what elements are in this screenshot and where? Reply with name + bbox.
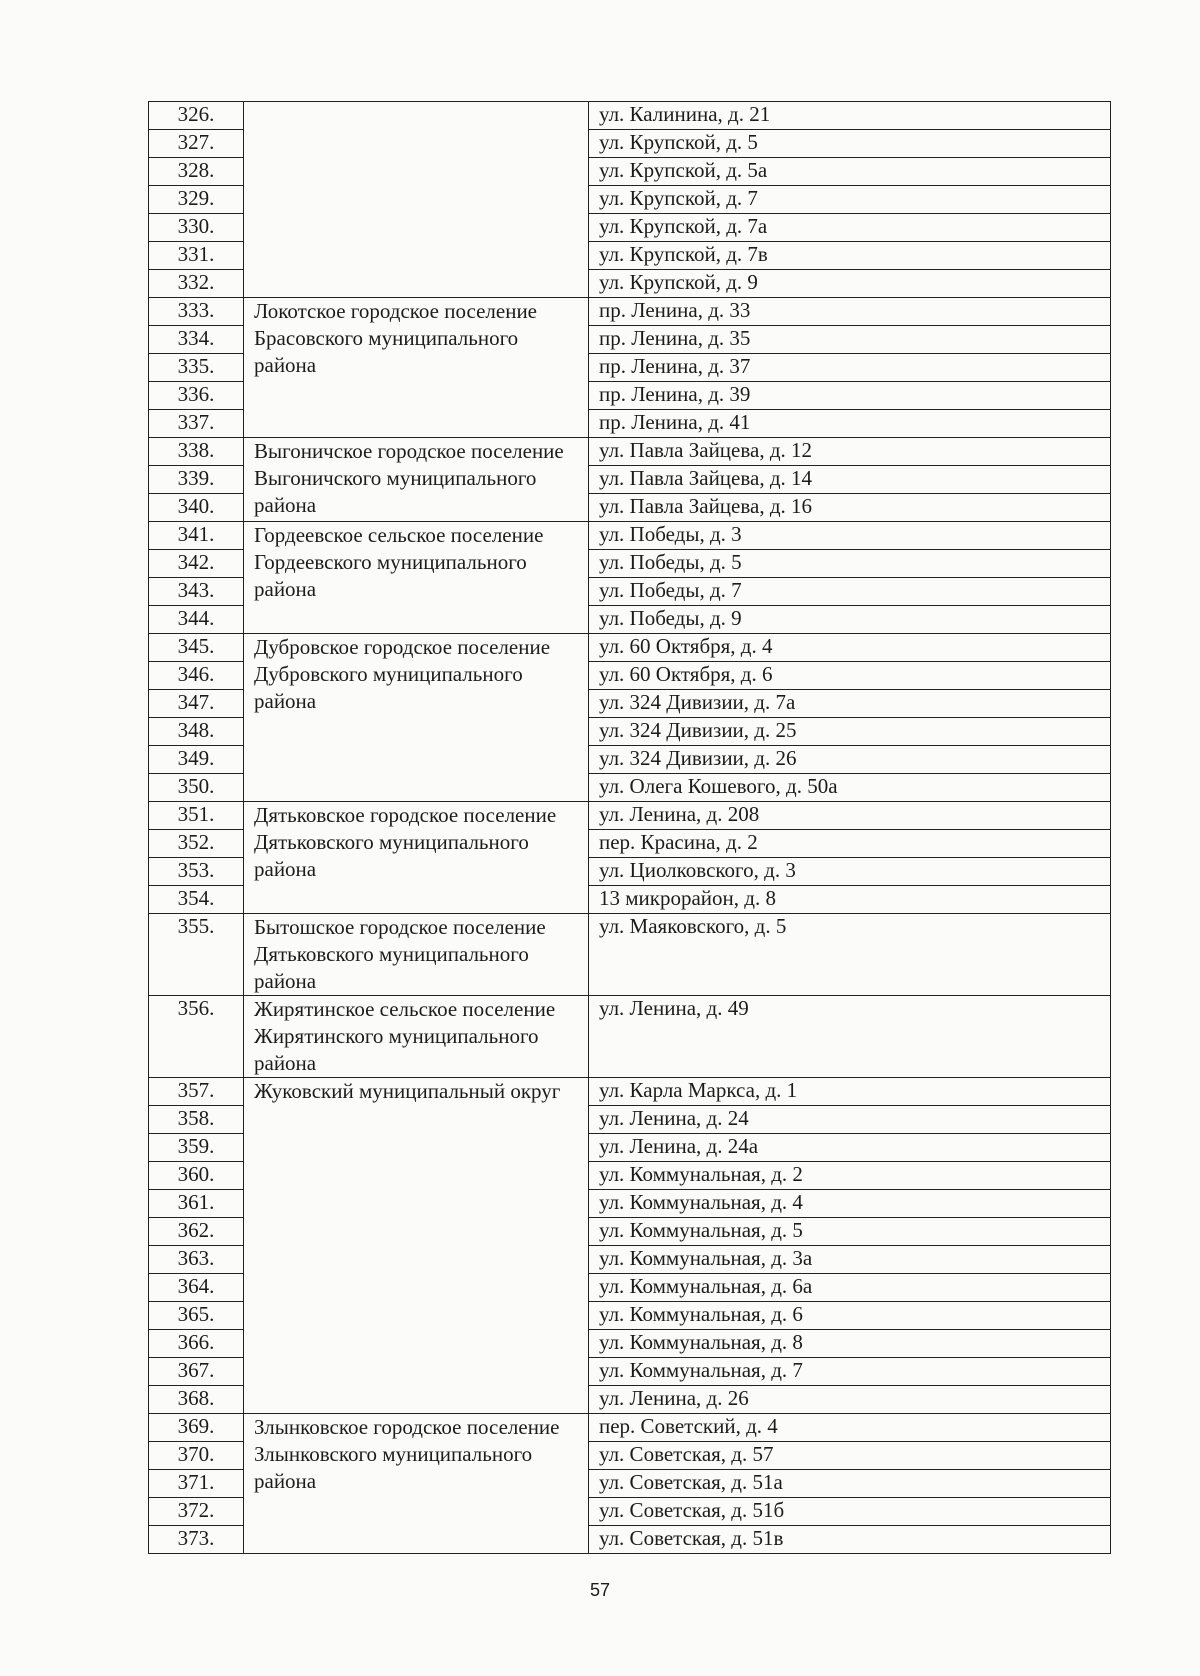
table-row — [149, 1078, 1111, 1106]
address-cell: ул. Победы, д. 7 — [589, 578, 1111, 606]
row-number: 356. — [149, 996, 244, 1078]
address-cell: ул. 324 Дивизии, д. 25 — [589, 718, 1111, 746]
address-cell: пр. Ленина, д. 35 — [589, 326, 1111, 354]
row-number: 352. — [149, 830, 244, 858]
municipality-cell — [244, 102, 589, 298]
address-cell: ул. Крупской, д. 7 — [589, 186, 1111, 214]
address-table — [148, 101, 1111, 1554]
address-cell: ул. Павла Зайцева, д. 14 — [589, 466, 1111, 494]
row-number: 351. — [149, 802, 244, 830]
address-cell: ул. Ленина, д. 208 — [589, 802, 1111, 830]
municipality-cell: Локотское городское поселение Брасовского муниципального района — [244, 298, 589, 438]
row-number: 326. — [149, 102, 244, 130]
row-number: 363. — [149, 1246, 244, 1274]
address-cell: ул. Олега Кошевого, д. 50а — [589, 774, 1111, 802]
page-number: 57 — [589, 1580, 611, 1600]
table-row — [149, 634, 1111, 662]
address-cell: пер. Советский, д. 4 — [589, 1414, 1111, 1442]
address-cell: пр. Ленина, д. 37 — [589, 354, 1111, 382]
row-number: 341. — [149, 522, 244, 550]
address-cell: 13 микрорайон, д. 8 — [589, 886, 1111, 914]
address-cell: ул. Павла Зайцева, д. 12 — [589, 438, 1111, 466]
address-cell: ул. Советская, д. 51а — [589, 1470, 1111, 1498]
table-row — [149, 1414, 1111, 1442]
address-cell: ул. 60 Октября, д. 6 — [589, 662, 1111, 690]
row-number: 358. — [149, 1106, 244, 1134]
row-number: 334. — [149, 326, 244, 354]
row-number: 360. — [149, 1162, 244, 1190]
municipality-cell: Дубровское городское поселение Дубровского муниципального района — [244, 634, 589, 802]
row-number: 357. — [149, 1078, 244, 1106]
row-number: 348. — [149, 718, 244, 746]
address-cell: ул. Советская, д. 51б — [589, 1498, 1111, 1526]
municipality-cell: Злынковское городское поселение Злынковского муниципального района — [244, 1414, 589, 1554]
address-cell: ул. Коммунальная, д. 2 — [589, 1162, 1111, 1190]
row-number: 332. — [149, 270, 244, 298]
row-number: 331. — [149, 242, 244, 270]
row-number: 371. — [149, 1470, 244, 1498]
table-row — [149, 914, 1111, 996]
table-row — [149, 522, 1111, 550]
address-cell: ул. Крупской, д. 9 — [589, 270, 1111, 298]
address-cell: ул. Победы, д. 9 — [589, 606, 1111, 634]
address-cell: ул. Советская, д. 57 — [589, 1442, 1111, 1470]
municipality-cell: Гордеевское сельское поселение Гордеевского муниципального района — [244, 522, 589, 634]
row-number: 338. — [149, 438, 244, 466]
table-row — [149, 438, 1111, 466]
municipality-cell: Дятьковское городское поселение Дятьковского муниципального района — [244, 802, 589, 914]
row-number: 337. — [149, 410, 244, 438]
address-cell: ул. Победы, д. 3 — [589, 522, 1111, 550]
row-number: 327. — [149, 130, 244, 158]
address-cell: ул. Победы, д. 5 — [589, 550, 1111, 578]
table-row — [149, 298, 1111, 326]
row-number: 339. — [149, 466, 244, 494]
address-cell: ул. Коммунальная, д. 7 — [589, 1358, 1111, 1386]
row-number: 335. — [149, 354, 244, 382]
address-cell: ул. Ленина, д. 24 — [589, 1106, 1111, 1134]
row-number: 355. — [149, 914, 244, 996]
address-cell: пер. Красина, д. 2 — [589, 830, 1111, 858]
row-number: 350. — [149, 774, 244, 802]
address-cell: ул. Коммунальная, д. 6 — [589, 1302, 1111, 1330]
address-cell: ул. Крупской, д. 7а — [589, 214, 1111, 242]
address-cell: ул. Павла Зайцева, д. 16 — [589, 494, 1111, 522]
address-cell: пр. Ленина, д. 33 — [589, 298, 1111, 326]
address-cell: ул. Советская, д. 51в — [589, 1526, 1111, 1554]
row-number: 340. — [149, 494, 244, 522]
address-cell: пр. Ленина, д. 41 — [589, 410, 1111, 438]
row-number: 367. — [149, 1358, 244, 1386]
address-cell: ул. Крупской, д. 7в — [589, 242, 1111, 270]
address-cell: ул. Коммунальная, д. 6а — [589, 1274, 1111, 1302]
municipality-cell: Бытошское городское поселение Дятьковского муниципального района — [244, 914, 589, 996]
row-number: 373. — [149, 1526, 244, 1554]
address-cell: ул. 324 Дивизии, д. 7а — [589, 690, 1111, 718]
row-number: 368. — [149, 1386, 244, 1414]
address-cell: ул. Маяковского, д. 5 — [589, 914, 1111, 996]
address-table-body — [149, 102, 1111, 1554]
row-number: 330. — [149, 214, 244, 242]
address-cell: ул. 324 Дивизии, д. 26 — [589, 746, 1111, 774]
row-number: 346. — [149, 662, 244, 690]
address-cell: пр. Ленина, д. 39 — [589, 382, 1111, 410]
address-cell: ул. Ленина, д. 49 — [589, 996, 1111, 1078]
row-number: 370. — [149, 1442, 244, 1470]
row-number: 345. — [149, 634, 244, 662]
row-number: 353. — [149, 858, 244, 886]
address-cell: ул. Циолковского, д. 3 — [589, 858, 1111, 886]
table-row — [149, 996, 1111, 1078]
row-number: 361. — [149, 1190, 244, 1218]
address-cell: ул. Калинина, д. 21 — [589, 102, 1111, 130]
address-cell: ул. Крупской, д. 5а — [589, 158, 1111, 186]
row-number: 366. — [149, 1330, 244, 1358]
row-number: 365. — [149, 1302, 244, 1330]
address-cell: ул. Коммунальная, д. 4 — [589, 1190, 1111, 1218]
address-cell: ул. 60 Октября, д. 4 — [589, 634, 1111, 662]
row-number: 336. — [149, 382, 244, 410]
row-number: 333. — [149, 298, 244, 326]
row-number: 344. — [149, 606, 244, 634]
row-number: 354. — [149, 886, 244, 914]
row-number: 362. — [149, 1218, 244, 1246]
municipality-cell: Жуковский муниципальный округ — [244, 1078, 589, 1414]
address-cell: ул. Ленина, д. 26 — [589, 1386, 1111, 1414]
address-cell: ул. Карла Маркса, д. 1 — [589, 1078, 1111, 1106]
row-number: 349. — [149, 746, 244, 774]
row-number: 359. — [149, 1134, 244, 1162]
address-cell: ул. Крупской, д. 5 — [589, 130, 1111, 158]
address-cell: ул. Ленина, д. 24а — [589, 1134, 1111, 1162]
row-number: 342. — [149, 550, 244, 578]
municipality-cell: Жирятинское сельское поселение Жирятинского муниципального района — [244, 996, 589, 1078]
row-number: 369. — [149, 1414, 244, 1442]
municipality-cell: Выгоничское городское поселение Выгоничского муниципального района — [244, 438, 589, 522]
table-row — [149, 802, 1111, 830]
row-number: 364. — [149, 1274, 244, 1302]
row-number: 329. — [149, 186, 244, 214]
address-cell: ул. Коммунальная, д. 8 — [589, 1330, 1111, 1358]
row-number: 372. — [149, 1498, 244, 1526]
row-number: 347. — [149, 690, 244, 718]
address-cell: ул. Коммунальная, д. 3а — [589, 1246, 1111, 1274]
address-cell: ул. Коммунальная, д. 5 — [589, 1218, 1111, 1246]
table-row — [149, 102, 1111, 130]
row-number: 343. — [149, 578, 244, 606]
row-number: 328. — [149, 158, 244, 186]
